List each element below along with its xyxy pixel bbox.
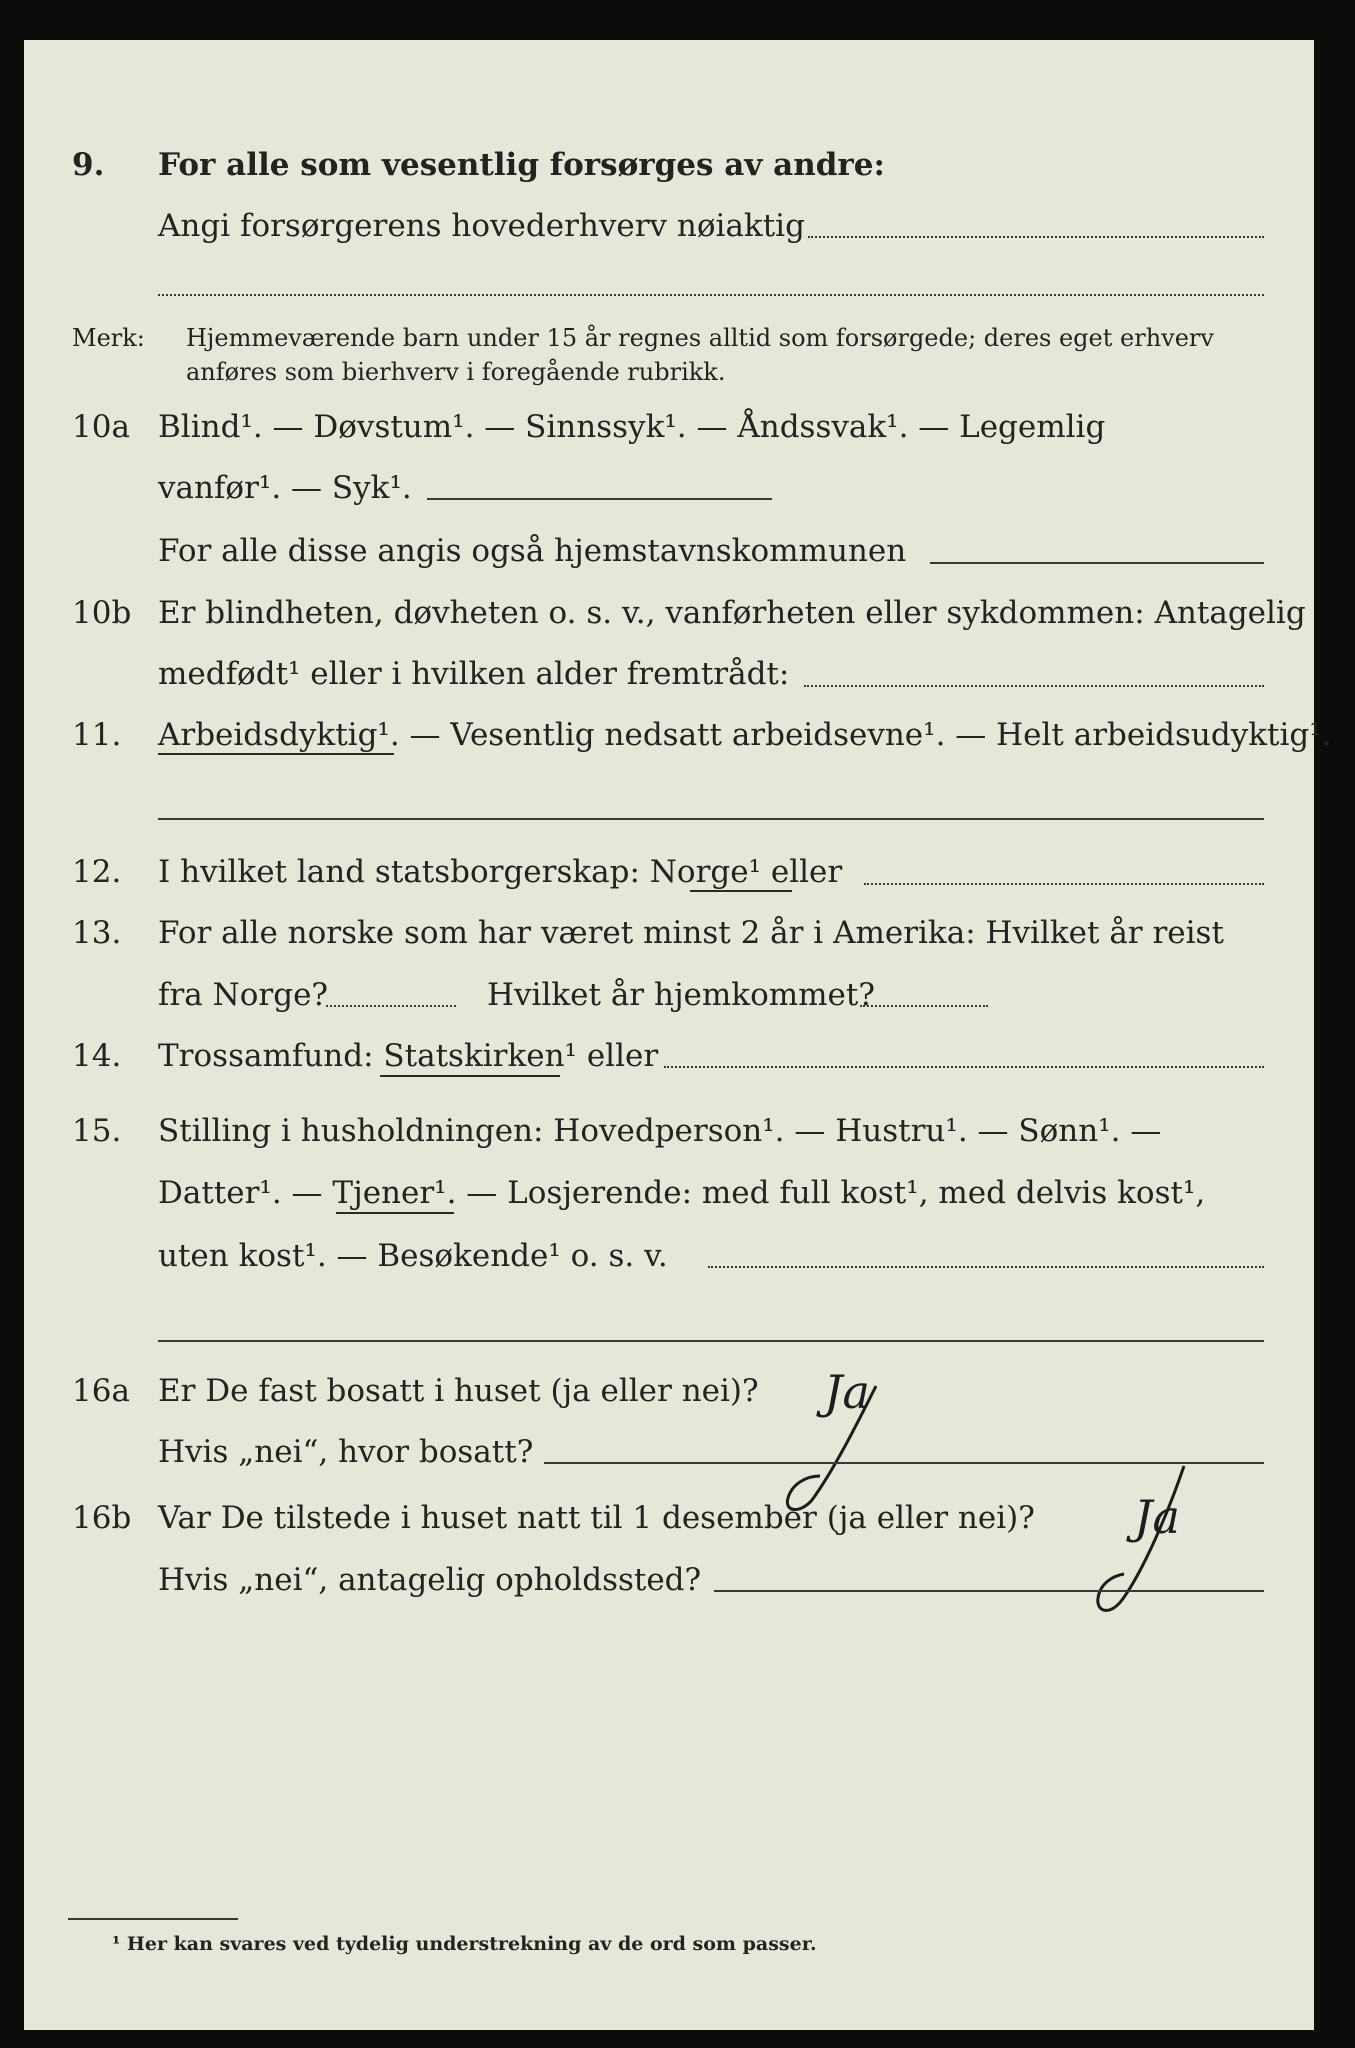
q10b-answer-field[interactable]: [804, 685, 1264, 687]
q9-number: 9.: [72, 147, 105, 183]
q14-number: 14.: [72, 1038, 122, 1074]
q12-number: 12.: [72, 854, 122, 890]
footnote: ¹ Her kan svares ved tydelig understrekning av de ord som passer.: [112, 1933, 817, 1955]
q16a-line-2: Hvis „nei“, hvor bosatt?: [158, 1434, 534, 1470]
q14-line-1: Trossamfund: Statskirken¹ eller: [158, 1038, 659, 1074]
q13-line-1: For alle norske som har været minst 2 år i Amerika: Hvilket år reist: [158, 915, 1224, 951]
q10a-answer-field[interactable]: [427, 498, 772, 500]
q13-number: 13.: [72, 915, 122, 951]
merk-line-2: anføres som bierhverv i foregående rubrikk.: [186, 358, 726, 386]
merk-label: Merk:: [72, 324, 145, 352]
q13-departure-field[interactable]: [326, 1005, 456, 1007]
q16a-line-1: Er De fast bosatt i huset (ja eller nei)?: [158, 1373, 759, 1409]
q14-underline-mark: [380, 1075, 560, 1077]
q12-underline-mark: [690, 890, 792, 892]
q13-return-field[interactable]: [860, 1005, 988, 1007]
q14-answer-field[interactable]: [664, 1066, 1264, 1068]
q9-answer-field-2[interactable]: [158, 294, 1264, 296]
q15-answer-field[interactable]: [708, 1266, 1264, 1268]
footnote-rule: [68, 1918, 238, 1920]
q10a-hometown-field[interactable]: [930, 562, 1264, 564]
q16b-number: 16b: [72, 1500, 132, 1536]
q11-number: 11.: [72, 717, 122, 753]
q12-line-1: I hvilket land statsborgerskap: Norge¹ eller: [158, 854, 843, 890]
q16b-line-1: Var De tilstede i huset natt til 1 desember (ja eller nei)?: [158, 1500, 1035, 1536]
q13-line-2a: fra Norge?: [158, 977, 329, 1013]
q10b-number: 10b: [72, 595, 132, 631]
q10a-line-2: vanfør¹. — Syk¹.: [158, 470, 412, 506]
q10a-number: 10a: [72, 409, 130, 445]
q16b-handwriting-stroke: [1064, 1460, 1194, 1620]
q15-line-2: Datter¹. — Tjener¹. — Losjerende: med full kost¹, med delvis kost¹,: [158, 1175, 1206, 1211]
merk-line-1: Hjemmeværende barn under 15 år regnes alltid som forsørgede; deres eget erhverv: [186, 324, 1214, 352]
q11-line-1: Arbeidsdyktig¹. — Vesentlig nedsatt arbeidsevne¹. — Helt arbeidsudyktig¹.: [158, 717, 1332, 753]
q15-line-3: uten kost¹. — Besøkende¹ o. s. v.: [158, 1238, 668, 1274]
q9-title: For alle som vesentlig forsørges av andre:: [158, 147, 885, 183]
q16b-answer-field[interactable]: [714, 1590, 1264, 1592]
q16b-handwritten-answer: Ja: [1134, 1490, 1180, 1544]
q11-answer-field[interactable]: [158, 818, 1264, 820]
q15-underline-mark: [336, 1212, 454, 1214]
q9-question: Angi forsørgerens hovederhverv nøiaktig: [158, 208, 805, 244]
q10b-line-1: Er blindheten, døvheten o. s. v., vanførheten eller sykdommen: Antagelig: [158, 595, 1306, 631]
q11-underline-mark: [158, 753, 394, 755]
census-form-page: [24, 40, 1332, 2030]
q9-answer-field[interactable]: [808, 236, 1264, 238]
q10a-line-3: For alle disse angis også hjemstavnskommunen: [158, 533, 907, 569]
q16a-handwritten-answer: Ja: [824, 1365, 870, 1419]
q10a-line-1: Blind¹. — Døvstum¹. — Sinnssyk¹. — Åndssvak¹. — Legemlig: [158, 409, 1106, 445]
q13-line-2b: Hvilket år hjemkommet?: [487, 977, 875, 1013]
q10b-line-2: medfødt¹ eller i hvilken alder fremtrådt:: [158, 656, 790, 692]
q16a-number: 16a: [72, 1373, 130, 1409]
q15-number: 15.: [72, 1113, 122, 1149]
q15-answer-field-2[interactable]: [158, 1340, 1264, 1342]
q12-answer-field[interactable]: [864, 883, 1264, 885]
q16b-line-2: Hvis „nei“, antagelig opholdssted?: [158, 1562, 702, 1598]
q15-line-1: Stilling i husholdningen: Hovedperson¹. — Hustru¹. — Sønn¹. —: [158, 1113, 1162, 1149]
